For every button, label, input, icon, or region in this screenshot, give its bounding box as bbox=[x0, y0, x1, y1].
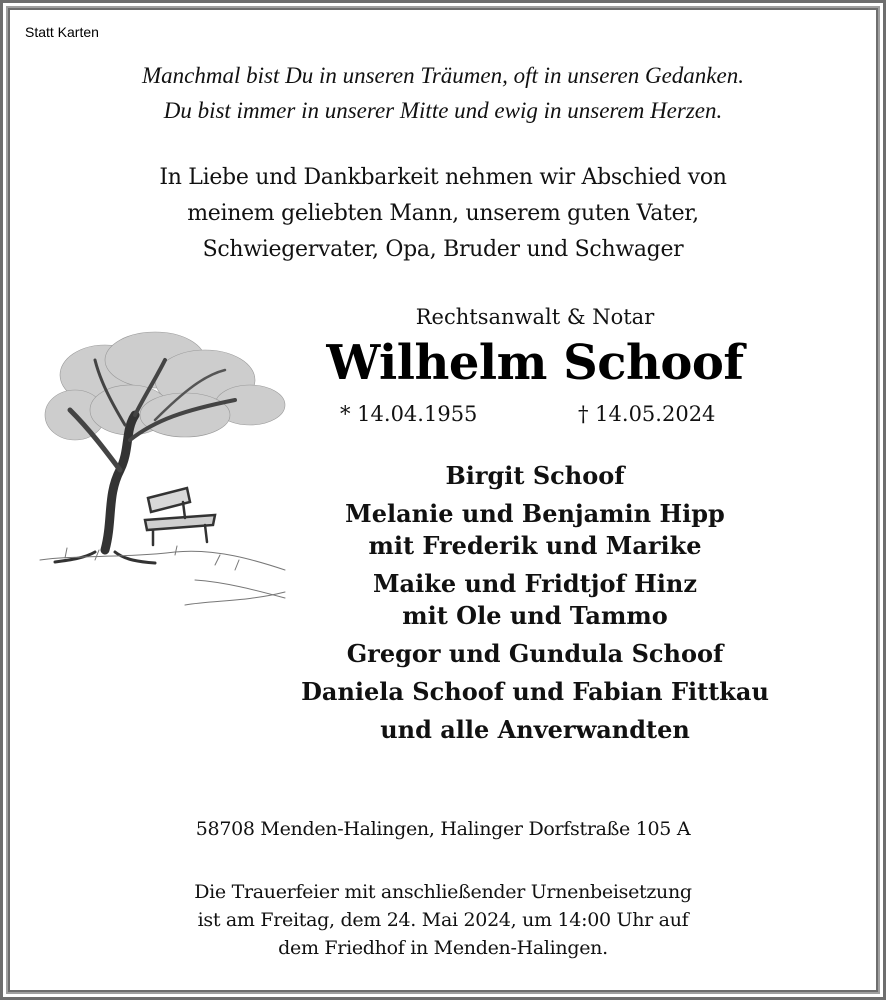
quote bbox=[0, 58, 886, 128]
intro-text bbox=[0, 160, 886, 268]
mourner-group bbox=[260, 638, 810, 670]
ceremony-line: dem Friedhof in Menden-Halingen. bbox=[278, 937, 608, 959]
tree-bench-illustration bbox=[35, 320, 295, 610]
ceremony-line: ist am Freitag, dem 24. Mai 2024, um 14:00 Uhr auf bbox=[197, 909, 689, 931]
ceremony-line: Die Trauerfeier mit anschließender Urnenbeisetzung bbox=[194, 881, 692, 903]
quote-line: Du bist immer in unserer Mitte und ewig in unserem Herzen. bbox=[163, 98, 723, 123]
address: 58708 Menden-Halingen, Halinger Dorfstraße 105 A bbox=[195, 818, 691, 840]
mourner-group bbox=[260, 568, 810, 632]
intro-line: meinem geliebten Mann, unserem guten Vater, bbox=[187, 201, 699, 226]
intro-line: Schwiegervater, Opa, Bruder und Schwager bbox=[202, 237, 684, 262]
header-label: Statt Karten bbox=[25, 24, 99, 40]
mourner-group bbox=[260, 714, 810, 746]
birth-date: * 14.04.1955 bbox=[340, 402, 478, 426]
mourner-group bbox=[260, 676, 810, 708]
mourner-line: Daniela Schoof und Fabian Fittkau bbox=[301, 677, 769, 706]
mourner-line: Birgit Schoof bbox=[445, 461, 625, 490]
deceased-profession: Rechtsanwalt & Notar bbox=[415, 305, 655, 329]
mourner-line: Maike und Fridtjof Hinz bbox=[372, 569, 697, 598]
mourner-line: und alle Anverwandten bbox=[380, 715, 690, 744]
intro-line: In Liebe und Dankbarkeit nehmen wir Abschied von bbox=[159, 165, 727, 190]
mourner-line: Melanie und Benjamin Hipp bbox=[345, 499, 725, 528]
deceased-name: Wilhelm Schoof bbox=[326, 335, 744, 391]
mourner-line: Gregor und Gundula Schoof bbox=[346, 639, 724, 668]
mourners-list bbox=[260, 460, 810, 752]
death-date: † 14.05.2024 bbox=[578, 402, 716, 426]
quote-line: Manchmal bist Du in unseren Träumen, oft in unseren Gedanken. bbox=[142, 63, 744, 88]
mourner-group bbox=[260, 460, 810, 492]
mourner-group bbox=[260, 498, 810, 562]
mourner-line: mit Ole und Tammo bbox=[402, 601, 668, 630]
ceremony-info bbox=[0, 878, 886, 962]
mourner-line: mit Frederik und Marike bbox=[368, 531, 702, 560]
